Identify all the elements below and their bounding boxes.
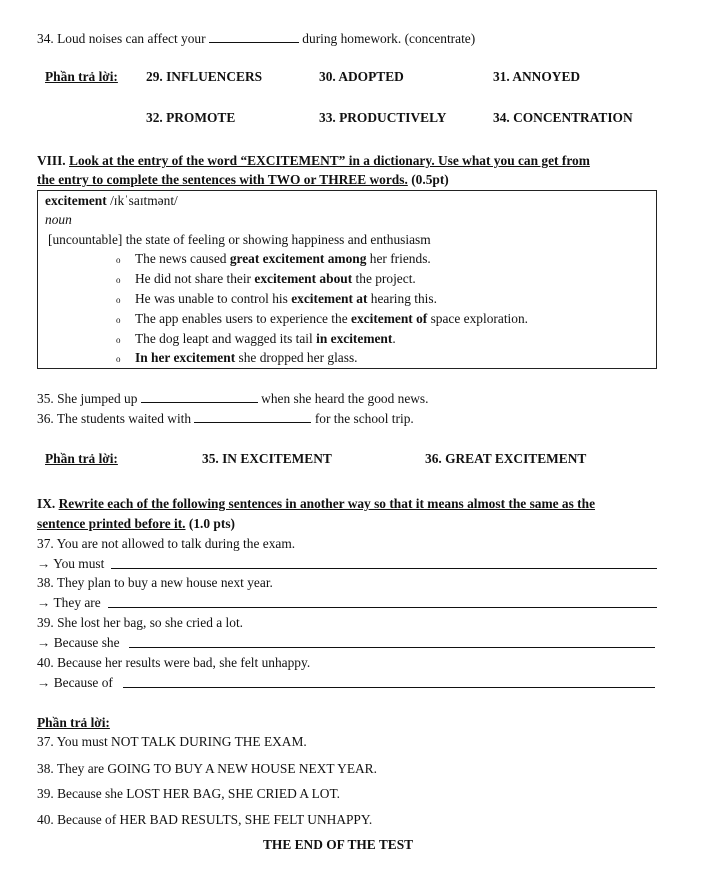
section-9-points: (1.0 pts) — [188, 516, 235, 531]
section-9-instruction-line2: sentence printed before it. — [37, 516, 186, 531]
example-3-end: hearing this. — [367, 291, 437, 306]
section-9-number: IX. — [37, 496, 56, 511]
rewrite-40-start: → Because of — [37, 675, 113, 690]
section-8-heading-line2 — [37, 172, 449, 188]
bullet-icon: o — [116, 354, 121, 364]
question-35 — [37, 391, 429, 407]
example-3-text: He was unable to control his — [135, 291, 292, 306]
bullet-icon: o — [116, 275, 121, 285]
answer-blank-36[interactable] — [194, 411, 311, 423]
dictionary-entry-box — [37, 190, 657, 369]
example-2-text: He did not share their — [135, 271, 255, 286]
dictionary-headword-line — [45, 193, 178, 209]
answer-31: 31. ANNOYED — [493, 69, 581, 84]
dictionary-part-of-speech: noun — [45, 212, 72, 227]
answer-37: 37. You must NOT TALK DURING THE EXAM. — [37, 734, 307, 749]
example-5-text: The dog leapt and wagged its tail — [135, 331, 317, 346]
question-34-suffix: during homework. (concentrate) — [302, 31, 476, 46]
section-8-number: VIII. — [37, 153, 66, 168]
example-1-text: The news caused — [135, 251, 230, 266]
example-5-collocation: in excitement — [316, 331, 393, 346]
answer-32: 32. PROMOTE — [146, 110, 236, 125]
answer-34: 34. CONCENTRATION — [493, 110, 633, 125]
dictionary-pronunciation: /ɪkˈsaɪtmənt/ — [110, 193, 178, 208]
section-9-instruction-line1: Rewrite each of the following sentences in another way so that it means almost the same as the — [58, 496, 596, 511]
bullet-icon: o — [116, 255, 121, 265]
question-35-suffix: when she heard the good news. — [261, 391, 429, 406]
example-2-collocation: excitement about — [254, 271, 353, 286]
question-34 — [37, 31, 475, 47]
dictionary-definition: [uncountable] the state of feeling or showing happiness and enthusiasm — [48, 232, 431, 247]
question-35-prefix: 35. She jumped up — [37, 391, 138, 406]
answer-30: 30. ADOPTED — [319, 69, 404, 84]
example-4-end: space exploration. — [427, 311, 528, 326]
rewrite-38-start: → They are — [37, 595, 101, 610]
answer-36: 36. GREAT EXCITEMENT — [425, 451, 587, 466]
example-4-collocation: excitement of — [351, 311, 428, 326]
answer-label: Phần trả lời: — [37, 715, 110, 730]
answer-35: 35. IN EXCITEMENT — [202, 451, 332, 466]
answer-label: Phần trả lời: — [45, 451, 118, 466]
example-1-end: her friends. — [366, 251, 431, 266]
example-2 — [135, 271, 416, 287]
example-5 — [135, 331, 396, 347]
answer-40: 40. Because of HER BAD RESULTS, SHE FELT UNHAPPY. — [37, 812, 373, 827]
answer-39: 39. Because she LOST HER BAG, SHE CRIED A LOT. — [37, 786, 341, 801]
dictionary-headword: excitement — [45, 193, 107, 208]
answer-blank-34[interactable] — [209, 31, 299, 43]
example-6-end: she dropped her glass. — [235, 350, 358, 365]
answer-29: 29. INFLUENCERS — [146, 69, 263, 84]
rewrite-37-start: → You must — [37, 556, 105, 571]
question-36 — [37, 411, 414, 427]
rewrite-39-blank[interactable] — [129, 636, 655, 648]
bullet-icon: o — [116, 335, 121, 345]
section-8-heading — [37, 153, 590, 169]
rewrite-38-blank[interactable] — [108, 596, 657, 608]
bullet-icon: o — [116, 295, 121, 305]
rewrite-37-blank[interactable] — [111, 557, 657, 569]
end-of-test-footer: THE END OF THE TEST — [263, 837, 414, 852]
example-1-collocation: great excitement among — [229, 251, 367, 266]
section-9-heading-line2 — [37, 516, 235, 532]
example-6-collocation: In her excitement — [135, 350, 236, 365]
answer-label: Phần trả lời: — [45, 69, 118, 84]
example-1 — [135, 251, 431, 267]
question-36-suffix: for the school trip. — [314, 411, 414, 426]
section-8-instruction-line2: the entry to complete the sentences with TWO or THREE words. — [37, 172, 408, 187]
section-8-instruction-line1: Look at the entry of the word “EXCITEMENT” in a dictionary. Use what you can get from — [69, 153, 590, 168]
example-2-end: the project. — [352, 271, 416, 286]
question-40: 40. Because her results were bad, she felt unhappy. — [37, 655, 311, 670]
question-38: 38. They plan to buy a new house next year. — [37, 575, 273, 590]
answer-38: 38. They are GOING TO BUY A NEW HOUSE NEXT YEAR. — [37, 761, 377, 776]
rewrite-39-start: → Because she — [37, 635, 120, 650]
answer-33: 33. PRODUCTIVELY — [319, 110, 447, 125]
section-9-heading — [37, 496, 595, 512]
rewrite-40-blank[interactable] — [123, 676, 655, 688]
bullet-icon: o — [116, 315, 121, 325]
section-8-points: (0.5pt) — [411, 172, 449, 187]
answer-blank-35[interactable] — [141, 391, 258, 403]
question-37: 37. You are not allowed to talk during the exam. — [37, 536, 296, 551]
question-36-prefix: 36. The students waited with — [37, 411, 192, 426]
example-6 — [135, 350, 358, 366]
example-3-collocation: excitement at — [291, 291, 368, 306]
question-34-prefix: 34. Loud noises can affect your — [37, 31, 206, 46]
question-39: 39. She lost her bag, so she cried a lot. — [37, 615, 244, 630]
example-4 — [135, 311, 528, 327]
example-5-end: . — [392, 331, 396, 346]
example-3 — [135, 291, 437, 307]
example-4-text: The app enables users to experience the — [135, 311, 352, 326]
